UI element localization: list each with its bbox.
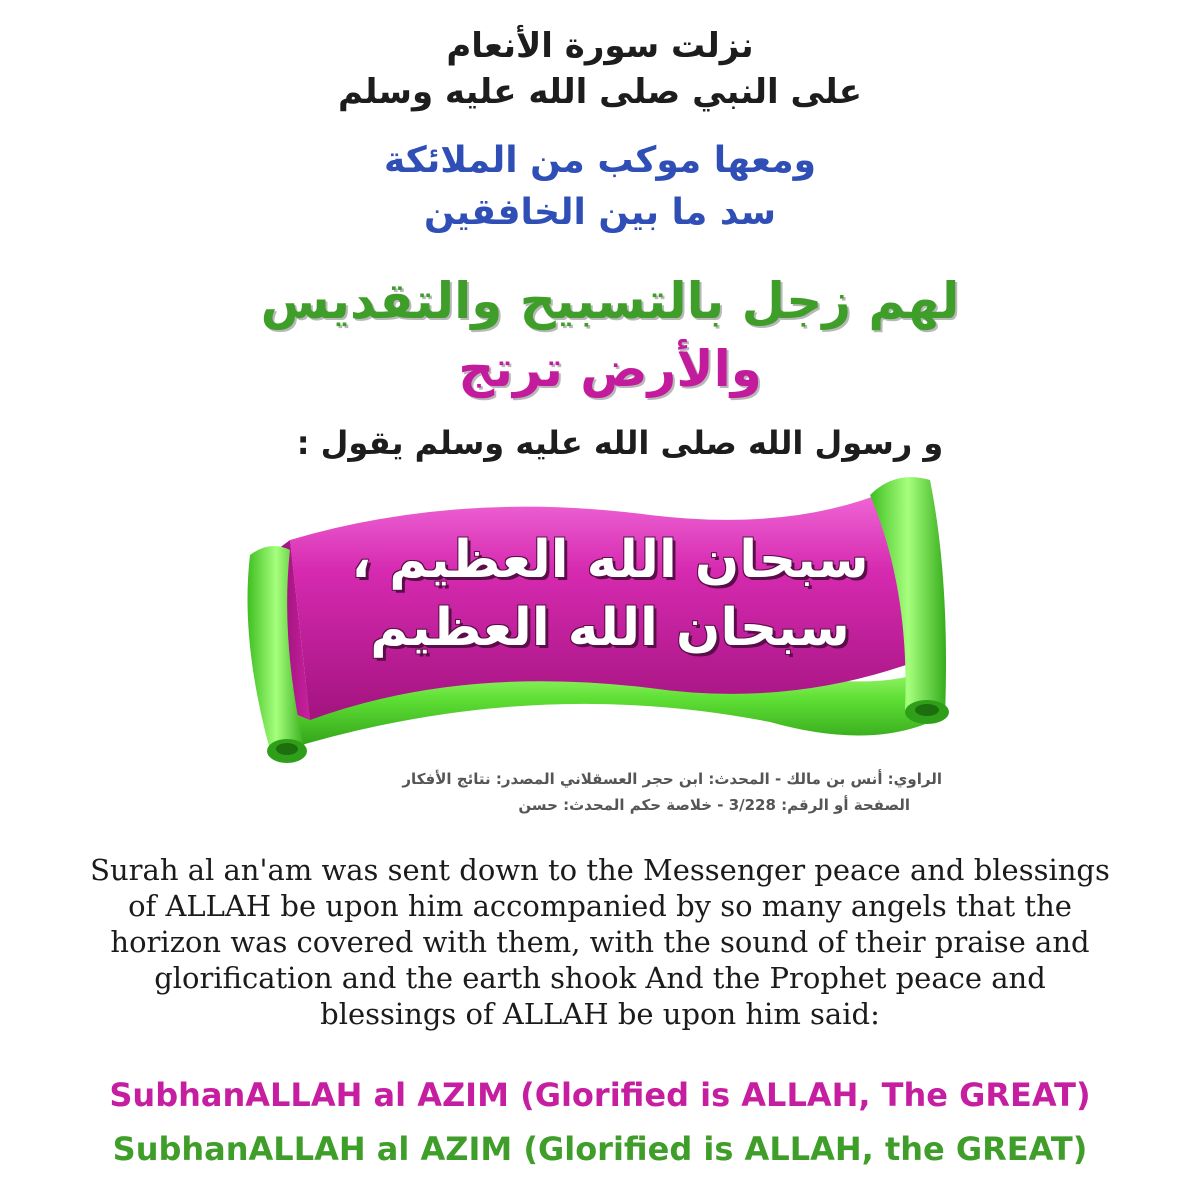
english-line-4: glorification and the earth shook And the Prophet peace and: [154, 961, 1046, 995]
arabic-line-1: نزلت سورة الأنعام: [446, 26, 754, 66]
arabic-line-7: و رسول الله صلى الله عليه وسلم يقول :: [296, 424, 944, 462]
hadith-source-line-1: الراوي: أنس بن مالك - المحدث: ابن حجر العسقلاني المصدر: نتائج الأفكار: [402, 770, 942, 788]
english-line-3: horizon was covered with them, with the sound of their praise and: [110, 925, 1090, 959]
arabic-line-4: سد ما بين الخافقين: [423, 192, 777, 233]
arabic-line-2: على النبي صلى الله عليه وسلم: [337, 72, 863, 112]
scroll-line-2: سبحان الله العظيم: [370, 598, 850, 658]
arabic-line-3: ومعها موكب من الملائكة: [383, 140, 817, 181]
english-line-1: Surah al an'am was sent down to the Messenger peace and blessings: [90, 853, 1110, 887]
english-line-2: of ALLAH be upon him accompanied by so many angels that the: [128, 889, 1072, 923]
scroll-line-1: سبحان الله العظيم ،: [351, 530, 869, 590]
english-line-5: blessings of ALLAH be upon him said:: [320, 997, 880, 1031]
arabic-line-5: لهم زجل بالتسبيح والتقديس: [260, 272, 960, 330]
hadith-source-line-2: الصفحة أو الرقم: 3/228 - خلاصة حكم المحدث: حسن: [518, 796, 910, 814]
subhanallah-line-2: SubhanALLAH al AZIM (Glorified is ALLAH, the GREAT): [112, 1130, 1088, 1168]
subhanallah-line-1: SubhanALLAH al AZIM (Glorified is ALLAH, The GREAT): [109, 1076, 1091, 1114]
arabic-line-6: والأرض ترتج: [458, 340, 762, 398]
